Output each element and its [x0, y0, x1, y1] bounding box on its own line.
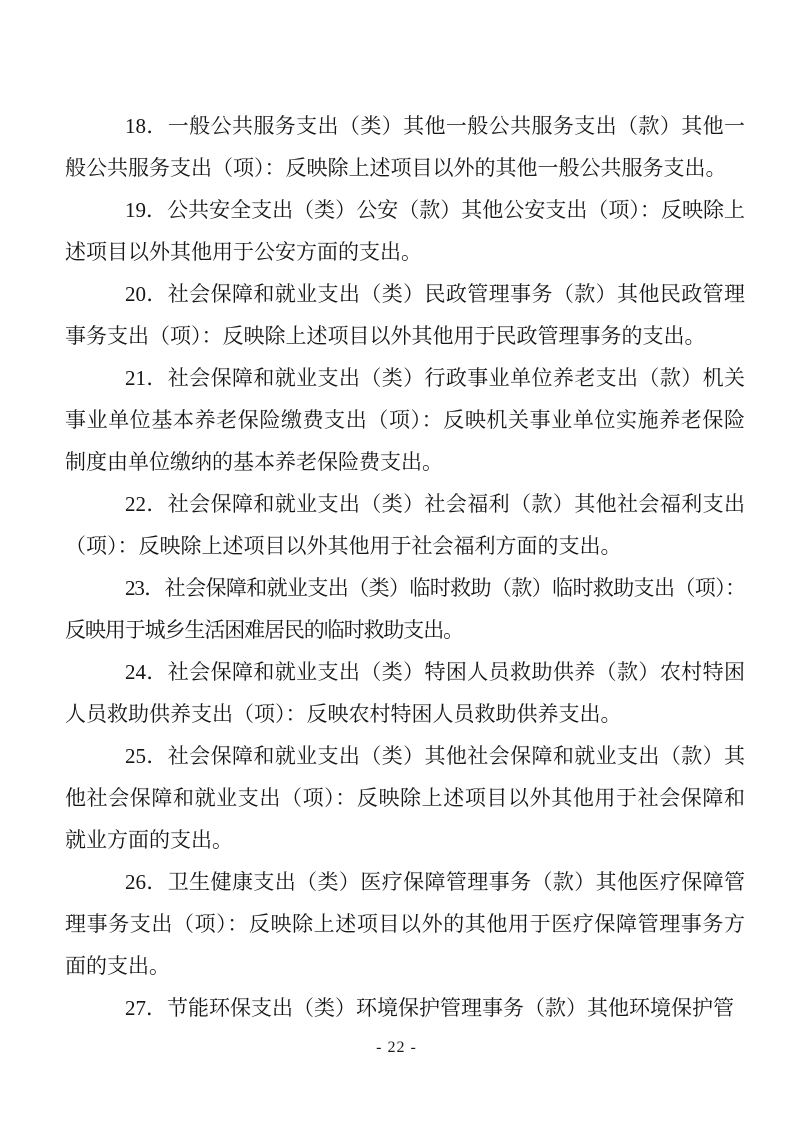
definition-paragraph-22: 22．社会保障和就业支出（类）社会福利（款）其他社会福利支出（项）：反映除上述项目以外其他用于社会福利方面的支出。 [65, 492, 745, 558]
definition-paragraph-25: 25．社会保障和就业支出（类）其他社会保障和就业支出（款）其他社会保障和就业支出（项）：反映除上述项目以外其他用于社会保障和就业方面的支出。 [65, 744, 745, 852]
definition-paragraph-20: 20．社会保障和就业支出（类）民政管理事务（款）其他民政管理事务支出（项）：反映除上述项目以外其他用于民政管理事务的支出。 [65, 282, 745, 348]
definition-paragraph-27: 27．节能环保支出（类）环境保护管理事务（款）其他环境保护管 [125, 996, 734, 1020]
definition-paragraph-23: 23．社会保障和就业支出（类）临时救助（款）临时救助支出（项）：反映用于城乡生活困难居民的临时救助支出。 [65, 576, 745, 642]
document-body [65, 105, 745, 1029]
definition-paragraph-19: 19．公共安全支出（类）公安（款）其他公安支出（项）：反映除上述项目以外其他用于公安方面的支出。 [65, 198, 745, 264]
definition-paragraph-21: 21．社会保障和就业支出（类）行政事业单位养老支出（款）机关事业单位基本养老保险缴费支出（项）：反映机关事业单位实施养老保险制度由单位缴纳的基本养老保险费支出。 [65, 366, 745, 474]
definition-paragraph-24: 24．社会保障和就业支出（类）特困人员救助供养（款）农村特困人员救助供养支出（项）：反映农村特困人员救助供养支出。 [65, 660, 745, 726]
page-number: - 22 - [376, 1039, 417, 1056]
definition-paragraph-18: 18．一般公共服务支出（类）其他一般公共服务支出（款）其他一般公共服务支出（项）：反映除上述项目以外的其他一般公共服务支出。 [65, 114, 745, 180]
definition-paragraph-26: 26．卫生健康支出（类）医疗保障管理事务（款）其他医疗保障管理事务支出（项）：反映除上述项目以外的其他用于医疗保障管理事务方面的支出。 [65, 870, 745, 978]
